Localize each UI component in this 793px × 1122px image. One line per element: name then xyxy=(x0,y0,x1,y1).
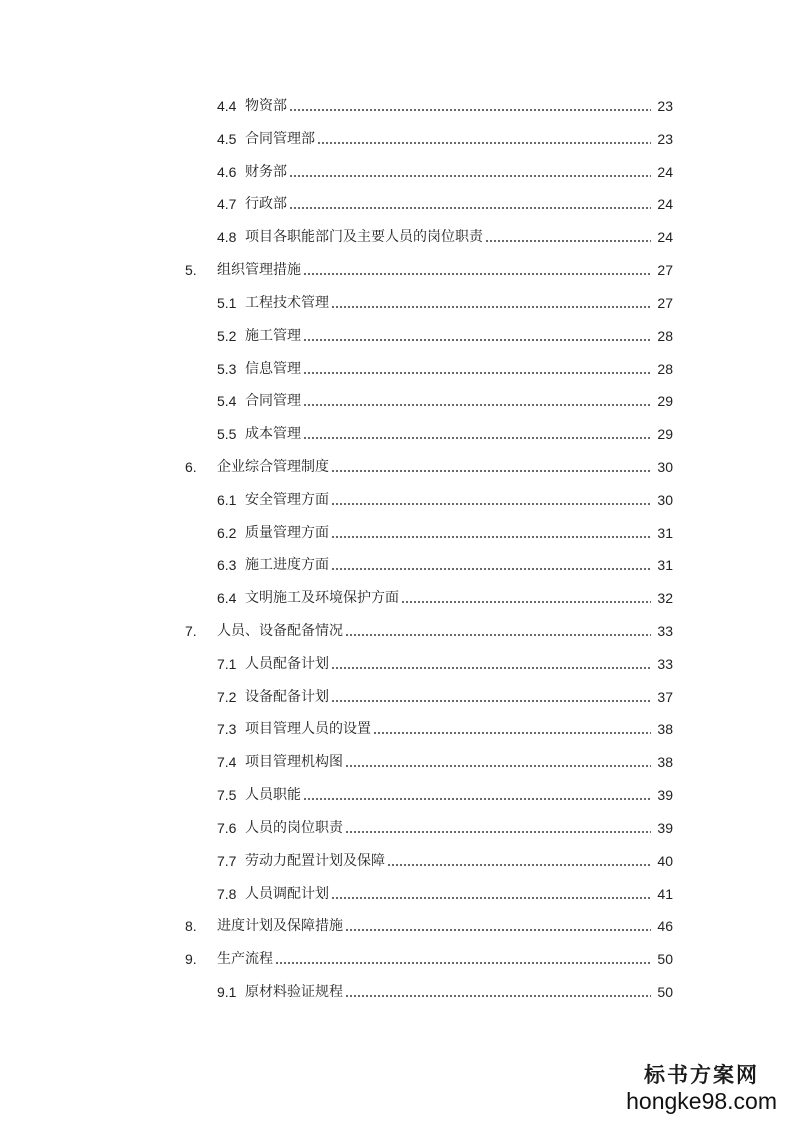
toc-entry-title: 合同管理部 xyxy=(245,131,315,147)
toc-entry-number: 6.4 xyxy=(217,590,237,606)
toc-entry-title: 人员调配计划 xyxy=(245,886,329,902)
toc-entry-title: 施工进度方面 xyxy=(245,557,329,573)
toc-entry-title: 设备配备计划 xyxy=(245,689,329,705)
toc-entry-title: 生产流程 xyxy=(217,951,273,967)
toc-entry-number: 6.1 xyxy=(217,492,237,508)
toc-dot-leader xyxy=(289,175,651,177)
toc-dot-leader xyxy=(303,339,651,341)
toc-entry-number: 5. xyxy=(185,262,197,278)
toc-entry-page-number: 33 xyxy=(657,656,673,672)
toc-entry-number: 7.3 xyxy=(217,721,237,737)
toc-entry-number: 9. xyxy=(185,951,197,967)
toc-entry-number: 7.6 xyxy=(217,820,237,836)
toc-entry xyxy=(0,784,793,806)
toc-entry-page-number: 31 xyxy=(657,557,673,573)
toc-entry xyxy=(0,850,793,872)
toc-entry-title: 安全管理方面 xyxy=(245,492,329,508)
toc-entry xyxy=(0,981,793,1003)
toc-entry-title: 行政部 xyxy=(245,196,287,212)
toc-entry-number: 7.8 xyxy=(217,886,237,902)
toc-entry-number: 5.2 xyxy=(217,328,237,344)
toc-dot-leader xyxy=(387,864,651,866)
toc-entry-page-number: 38 xyxy=(657,754,673,770)
toc-dot-leader xyxy=(303,273,651,275)
toc-entry-number: 4.8 xyxy=(217,229,237,245)
toc-entry xyxy=(0,390,793,412)
toc-entry xyxy=(0,718,793,740)
toc-dot-leader xyxy=(331,503,651,505)
toc-entry-number: 7. xyxy=(185,623,197,639)
toc-entry-page-number: 24 xyxy=(657,196,673,212)
toc-entry-number: 5.1 xyxy=(217,295,237,311)
toc-entry-title: 项目各职能部门及主要人员的岗位职责 xyxy=(245,229,483,245)
toc-entry-page-number: 46 xyxy=(657,918,673,934)
toc-dot-leader xyxy=(289,109,651,111)
toc-entry-page-number: 29 xyxy=(657,393,673,409)
toc-entry xyxy=(0,751,793,773)
watermark-logo xyxy=(626,1062,777,1114)
toc-dot-leader xyxy=(331,897,651,899)
toc-entry-title: 成本管理 xyxy=(245,426,301,442)
toc-entry-title: 文明施工及环境保护方面 xyxy=(245,590,399,606)
toc-entry-page-number: 30 xyxy=(657,459,673,475)
toc-entry xyxy=(0,653,793,675)
toc-entry xyxy=(0,522,793,544)
toc-entry-number: 7.4 xyxy=(217,754,237,770)
toc-entry xyxy=(0,161,793,183)
toc-entry xyxy=(0,587,793,609)
toc-entry-number: 8. xyxy=(185,918,197,934)
toc-entry-title: 物资部 xyxy=(245,98,287,114)
toc-dot-leader xyxy=(303,437,651,439)
toc-entry-number: 5.3 xyxy=(217,361,237,377)
toc-entry-title: 人员配备计划 xyxy=(245,656,329,672)
toc-entry-page-number: 27 xyxy=(657,262,673,278)
toc-entry-number: 5.5 xyxy=(217,426,237,442)
watermark-url: hongke98.com xyxy=(626,1088,777,1114)
toc-entry-title: 信息管理 xyxy=(245,361,301,377)
toc-entry-page-number: 33 xyxy=(657,623,673,639)
toc-dot-leader xyxy=(345,995,651,997)
toc-entry-page-number: 24 xyxy=(657,164,673,180)
toc-entry-title: 劳动力配置计划及保障 xyxy=(245,853,385,869)
toc-dot-leader xyxy=(289,207,651,209)
toc-entry xyxy=(0,915,793,937)
toc-entry xyxy=(0,226,793,248)
toc-dot-leader xyxy=(331,306,651,308)
toc-entry-page-number: 37 xyxy=(657,689,673,705)
toc-dot-leader xyxy=(303,372,651,374)
toc-dot-leader xyxy=(331,568,651,570)
toc-entry xyxy=(0,193,793,215)
toc-entry-title: 进度计划及保障措施 xyxy=(217,918,343,934)
toc-dot-leader xyxy=(303,798,651,800)
toc-entry-page-number: 28 xyxy=(657,328,673,344)
toc-entry xyxy=(0,948,793,970)
toc-entry-page-number: 23 xyxy=(657,98,673,114)
toc-entry-page-number: 39 xyxy=(657,820,673,836)
toc-entry-title: 人员、设备配备情况 xyxy=(217,623,343,639)
toc-entry-page-number: 50 xyxy=(657,951,673,967)
toc-entry xyxy=(0,259,793,281)
toc-entry-page-number: 40 xyxy=(657,853,673,869)
toc-entry-page-number: 38 xyxy=(657,721,673,737)
toc-entry-title: 施工管理 xyxy=(245,328,301,344)
toc-entry-title: 项目管理机构图 xyxy=(245,754,343,770)
toc-entry-page-number: 30 xyxy=(657,492,673,508)
toc-entry-page-number: 50 xyxy=(657,984,673,1000)
toc-entry-number: 7.5 xyxy=(217,787,237,803)
toc-entry-number: 7.7 xyxy=(217,853,237,869)
toc-entry-number: 4.7 xyxy=(217,196,237,212)
toc-entry-title: 工程技术管理 xyxy=(245,295,329,311)
toc-entry-page-number: 24 xyxy=(657,229,673,245)
toc-entry-page-number: 29 xyxy=(657,426,673,442)
toc-dot-leader xyxy=(275,962,651,964)
toc-entry xyxy=(0,423,793,445)
toc-entry-title: 项目管理人员的设置 xyxy=(245,721,371,737)
toc-entry-page-number: 27 xyxy=(657,295,673,311)
toc-entry-number: 6.2 xyxy=(217,525,237,541)
toc-entry-number: 5.4 xyxy=(217,393,237,409)
toc-entry xyxy=(0,489,793,511)
toc-entry-page-number: 41 xyxy=(657,886,673,902)
toc-dot-leader xyxy=(331,700,651,702)
toc-entry xyxy=(0,325,793,347)
toc-entry-title: 企业综合管理制度 xyxy=(217,459,329,475)
toc-dot-leader xyxy=(303,404,651,406)
toc-entry-number: 4.6 xyxy=(217,164,237,180)
toc-dot-leader xyxy=(317,142,651,144)
watermark-name: 标书方案网 xyxy=(644,1062,760,1087)
toc-entry-page-number: 39 xyxy=(657,787,673,803)
toc-entry-title: 财务部 xyxy=(245,164,287,180)
toc-dot-leader xyxy=(485,240,651,242)
toc-entry-title: 质量管理方面 xyxy=(245,525,329,541)
toc-dot-leader xyxy=(373,732,651,734)
toc-entry-number: 7.1 xyxy=(217,656,237,672)
toc-dot-leader xyxy=(331,470,651,472)
toc-entry xyxy=(0,686,793,708)
toc-entry-page-number: 28 xyxy=(657,361,673,377)
toc-entry-number: 7.2 xyxy=(217,689,237,705)
toc-entry-number: 6.3 xyxy=(217,557,237,573)
toc-entry-number: 6. xyxy=(185,459,197,475)
toc-entry-page-number: 23 xyxy=(657,131,673,147)
toc-entry xyxy=(0,128,793,150)
toc-dot-leader xyxy=(331,667,651,669)
toc-entry-title: 合同管理 xyxy=(245,393,301,409)
toc-dot-leader xyxy=(331,536,651,538)
toc-dot-leader xyxy=(345,765,651,767)
toc-entry-number: 9.1 xyxy=(217,984,237,1000)
toc-entry-page-number: 31 xyxy=(657,525,673,541)
toc-entry-title: 人员职能 xyxy=(245,787,301,803)
toc-entry-title: 组织管理措施 xyxy=(217,262,301,278)
toc-entry-title: 原材料验证规程 xyxy=(245,984,343,1000)
toc-entry xyxy=(0,456,793,478)
toc-entry-page-number: 32 xyxy=(657,590,673,606)
toc-entry-number: 4.4 xyxy=(217,98,237,114)
toc-dot-leader xyxy=(345,634,651,636)
toc-entry xyxy=(0,358,793,380)
toc-entry-number: 4.5 xyxy=(217,131,237,147)
toc-dot-leader xyxy=(345,929,651,931)
toc-entry xyxy=(0,292,793,314)
toc-entry xyxy=(0,817,793,839)
toc-entry xyxy=(0,883,793,905)
toc-entry-title: 人员的岗位职责 xyxy=(245,820,343,836)
toc-entry xyxy=(0,554,793,576)
toc-dot-leader xyxy=(401,601,651,603)
toc-entry xyxy=(0,620,793,642)
toc-entry xyxy=(0,95,793,117)
toc-dot-leader xyxy=(345,831,651,833)
